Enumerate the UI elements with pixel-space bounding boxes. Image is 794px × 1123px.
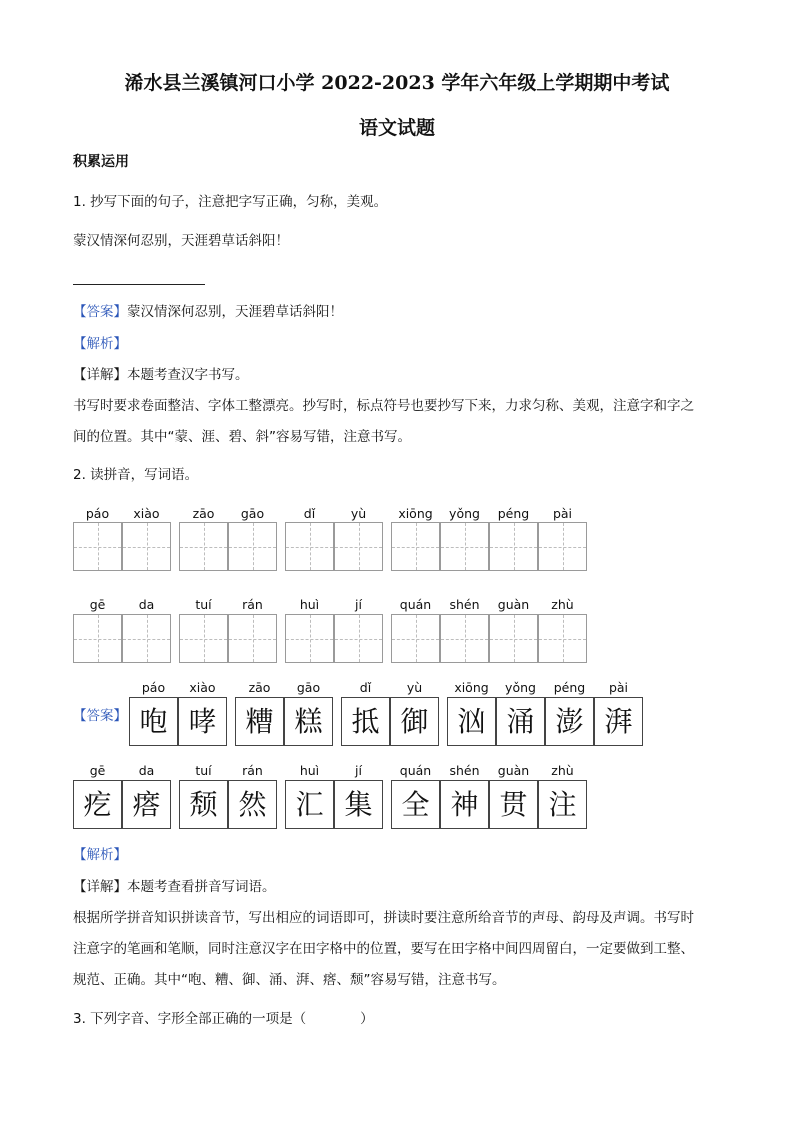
- pinyin-label: da: [138, 763, 155, 778]
- pinyin-label: yǒng: [449, 506, 480, 521]
- tianzige-box: [391, 614, 440, 663]
- pinyin-label: da: [138, 597, 155, 612]
- pinyin-label: xiào: [133, 506, 160, 521]
- tianzige-box: [538, 614, 587, 663]
- answer-character-box: 御: [390, 697, 439, 746]
- pinyin-label: zhù: [551, 763, 574, 778]
- pinyin-label: páo: [85, 506, 110, 521]
- pinyin-label: xiōng: [454, 680, 489, 695]
- tianzige-box: [285, 614, 334, 663]
- detail-text: 本题考查看拼音写词语。: [127, 879, 276, 895]
- pinyin-label: yǒng: [505, 680, 536, 695]
- pinyin-label: yù: [406, 680, 423, 695]
- pinyin-label: tuí: [195, 597, 212, 612]
- tianzige-box: [391, 522, 440, 571]
- q2-paragraph-line-1: 根据所学拼音知识拼读音节，写出相应的词语即可，拼读时要注意所给音节的声母、韵母及声调。书写时: [73, 910, 694, 926]
- detail-text: 本题考查汉字书写。: [127, 367, 249, 383]
- answer-character-box: 疙: [73, 780, 122, 829]
- pinyin-label: pài: [552, 506, 573, 521]
- tianzige-box: [489, 522, 538, 571]
- pinyin-label: tuí: [195, 763, 212, 778]
- pinyin-label: jí: [355, 763, 362, 778]
- section-heading: 积累运用: [73, 154, 129, 170]
- tianzige-box: [334, 522, 383, 571]
- answer-character-box: 糟: [235, 697, 284, 746]
- pinyin-label: dǐ: [303, 506, 316, 521]
- pinyin-label: gē: [89, 597, 106, 612]
- tianzige-box: [285, 522, 334, 571]
- pinyin-label: gē: [89, 763, 106, 778]
- tianzige-box: [122, 614, 171, 663]
- pinyin-label: xiōng: [398, 506, 433, 521]
- pinyin-label: jí: [355, 597, 362, 612]
- pinyin-label: rán: [242, 763, 263, 778]
- q1-answer: [73, 300, 343, 320]
- answer-character-box: 神: [440, 780, 489, 829]
- pinyin-label: péng: [497, 506, 530, 521]
- tianzige-box: [440, 522, 489, 571]
- pinyin-label: péng: [553, 680, 586, 695]
- pinyin-label: guàn: [497, 597, 530, 612]
- q2-prompt: 2. 读拼音，写词语。: [73, 467, 199, 483]
- pinyin-label: yù: [350, 506, 367, 521]
- answer-character-box: 糕: [284, 697, 333, 746]
- tianzige-box: [440, 614, 489, 663]
- pinyin-label: gāo: [240, 506, 265, 521]
- q1-paragraph-line-1: 书写时要求卷面整洁、字体工整漂亮。抄写时，标点符号也要抄写下来，力求匀称、美观，注意字和字之: [73, 398, 694, 414]
- tianzige-box: [489, 614, 538, 663]
- answer-character-box: 集: [334, 780, 383, 829]
- answer-character-box: 瘩: [122, 780, 171, 829]
- answer-text: 蒙汉情深何忍别，天涯碧草话斜阳！: [127, 304, 343, 320]
- q3-prompt: 3. 下列字音、字形全部正确的一项是（ ）: [73, 1011, 374, 1027]
- pinyin-label: páo: [141, 680, 166, 695]
- q1-answer-line: [73, 284, 205, 285]
- q1-detail: [73, 363, 249, 383]
- detail-tag: 【详解】: [73, 879, 127, 895]
- analysis-tag: 【解析】: [73, 336, 127, 352]
- answer-character-box: 然: [228, 780, 277, 829]
- q1-paragraph-line-2: 间的位置。其中“蒙、涯、碧、斜”容易写错，注意书写。: [73, 429, 411, 445]
- pinyin-label: huì: [299, 763, 320, 778]
- q2-analysis-tag: 【解析】: [73, 847, 127, 863]
- answer-character-box: 咆: [129, 697, 178, 746]
- exam-subtitle: 语文试题: [358, 117, 435, 139]
- q2-paragraph-line-2: 注意字的笔画和笔顺，同时注意汉字在田字格中的位置，要写在田字格中间四周留白，一定要做到工整、: [73, 941, 694, 957]
- answer-character-box: 贯: [489, 780, 538, 829]
- tianzige-box: [334, 614, 383, 663]
- tianzige-box: [122, 522, 171, 571]
- answer-character-box: 注: [538, 780, 587, 829]
- pinyin-label: huì: [299, 597, 320, 612]
- tianzige-box: [179, 522, 228, 571]
- pinyin-label: zhù: [551, 597, 574, 612]
- pinyin-label: zāo: [192, 506, 215, 521]
- answer-character-box: 澎: [545, 697, 594, 746]
- pinyin-label: gāo: [296, 680, 321, 695]
- pinyin-label: quán: [399, 597, 432, 612]
- pinyin-label: dǐ: [359, 680, 372, 695]
- pinyin-label: shén: [449, 597, 480, 612]
- answer-character-box: 汹: [447, 697, 496, 746]
- q2-answer-tag: 【答案】: [73, 708, 127, 724]
- q2-paragraph-line-3: 规范、正确。其中“咆、糟、御、涌、湃、瘩、颓”容易写错，注意书写。: [73, 972, 506, 988]
- answer-character-box: 湃: [594, 697, 643, 746]
- pinyin-label: zāo: [248, 680, 271, 695]
- tianzige-box: [73, 522, 122, 571]
- exam-title: 浠水县兰溪镇河口小学 2022-2023 学年六年级上学期期中考试: [124, 72, 670, 94]
- answer-character-box: 涌: [496, 697, 545, 746]
- tianzige-box: [228, 522, 277, 571]
- detail-tag: 【详解】: [73, 367, 127, 383]
- tianzige-box: [538, 522, 587, 571]
- pinyin-label: quán: [399, 763, 432, 778]
- pinyin-label: pài: [608, 680, 629, 695]
- answer-character-box: 汇: [285, 780, 334, 829]
- answer-tag: 【答案】: [73, 304, 127, 320]
- q2-detail: [73, 875, 276, 895]
- answer-character-box: 抵: [341, 697, 390, 746]
- q1-sentence: 蒙汉情深何忍别，天涯碧草话斜阳！: [73, 233, 289, 249]
- pinyin-label: shén: [449, 763, 480, 778]
- tianzige-box: [228, 614, 277, 663]
- pinyin-label: guàn: [497, 763, 530, 778]
- tianzige-box: [179, 614, 228, 663]
- answer-character-box: 颓: [179, 780, 228, 829]
- answer-character-box: 哮: [178, 697, 227, 746]
- tianzige-box: [73, 614, 122, 663]
- q1-prompt: 1. 抄写下面的句子，注意把字写正确，匀称，美观。: [73, 194, 388, 210]
- answer-character-box: 全: [391, 780, 440, 829]
- pinyin-label: xiào: [189, 680, 216, 695]
- pinyin-label: rán: [242, 597, 263, 612]
